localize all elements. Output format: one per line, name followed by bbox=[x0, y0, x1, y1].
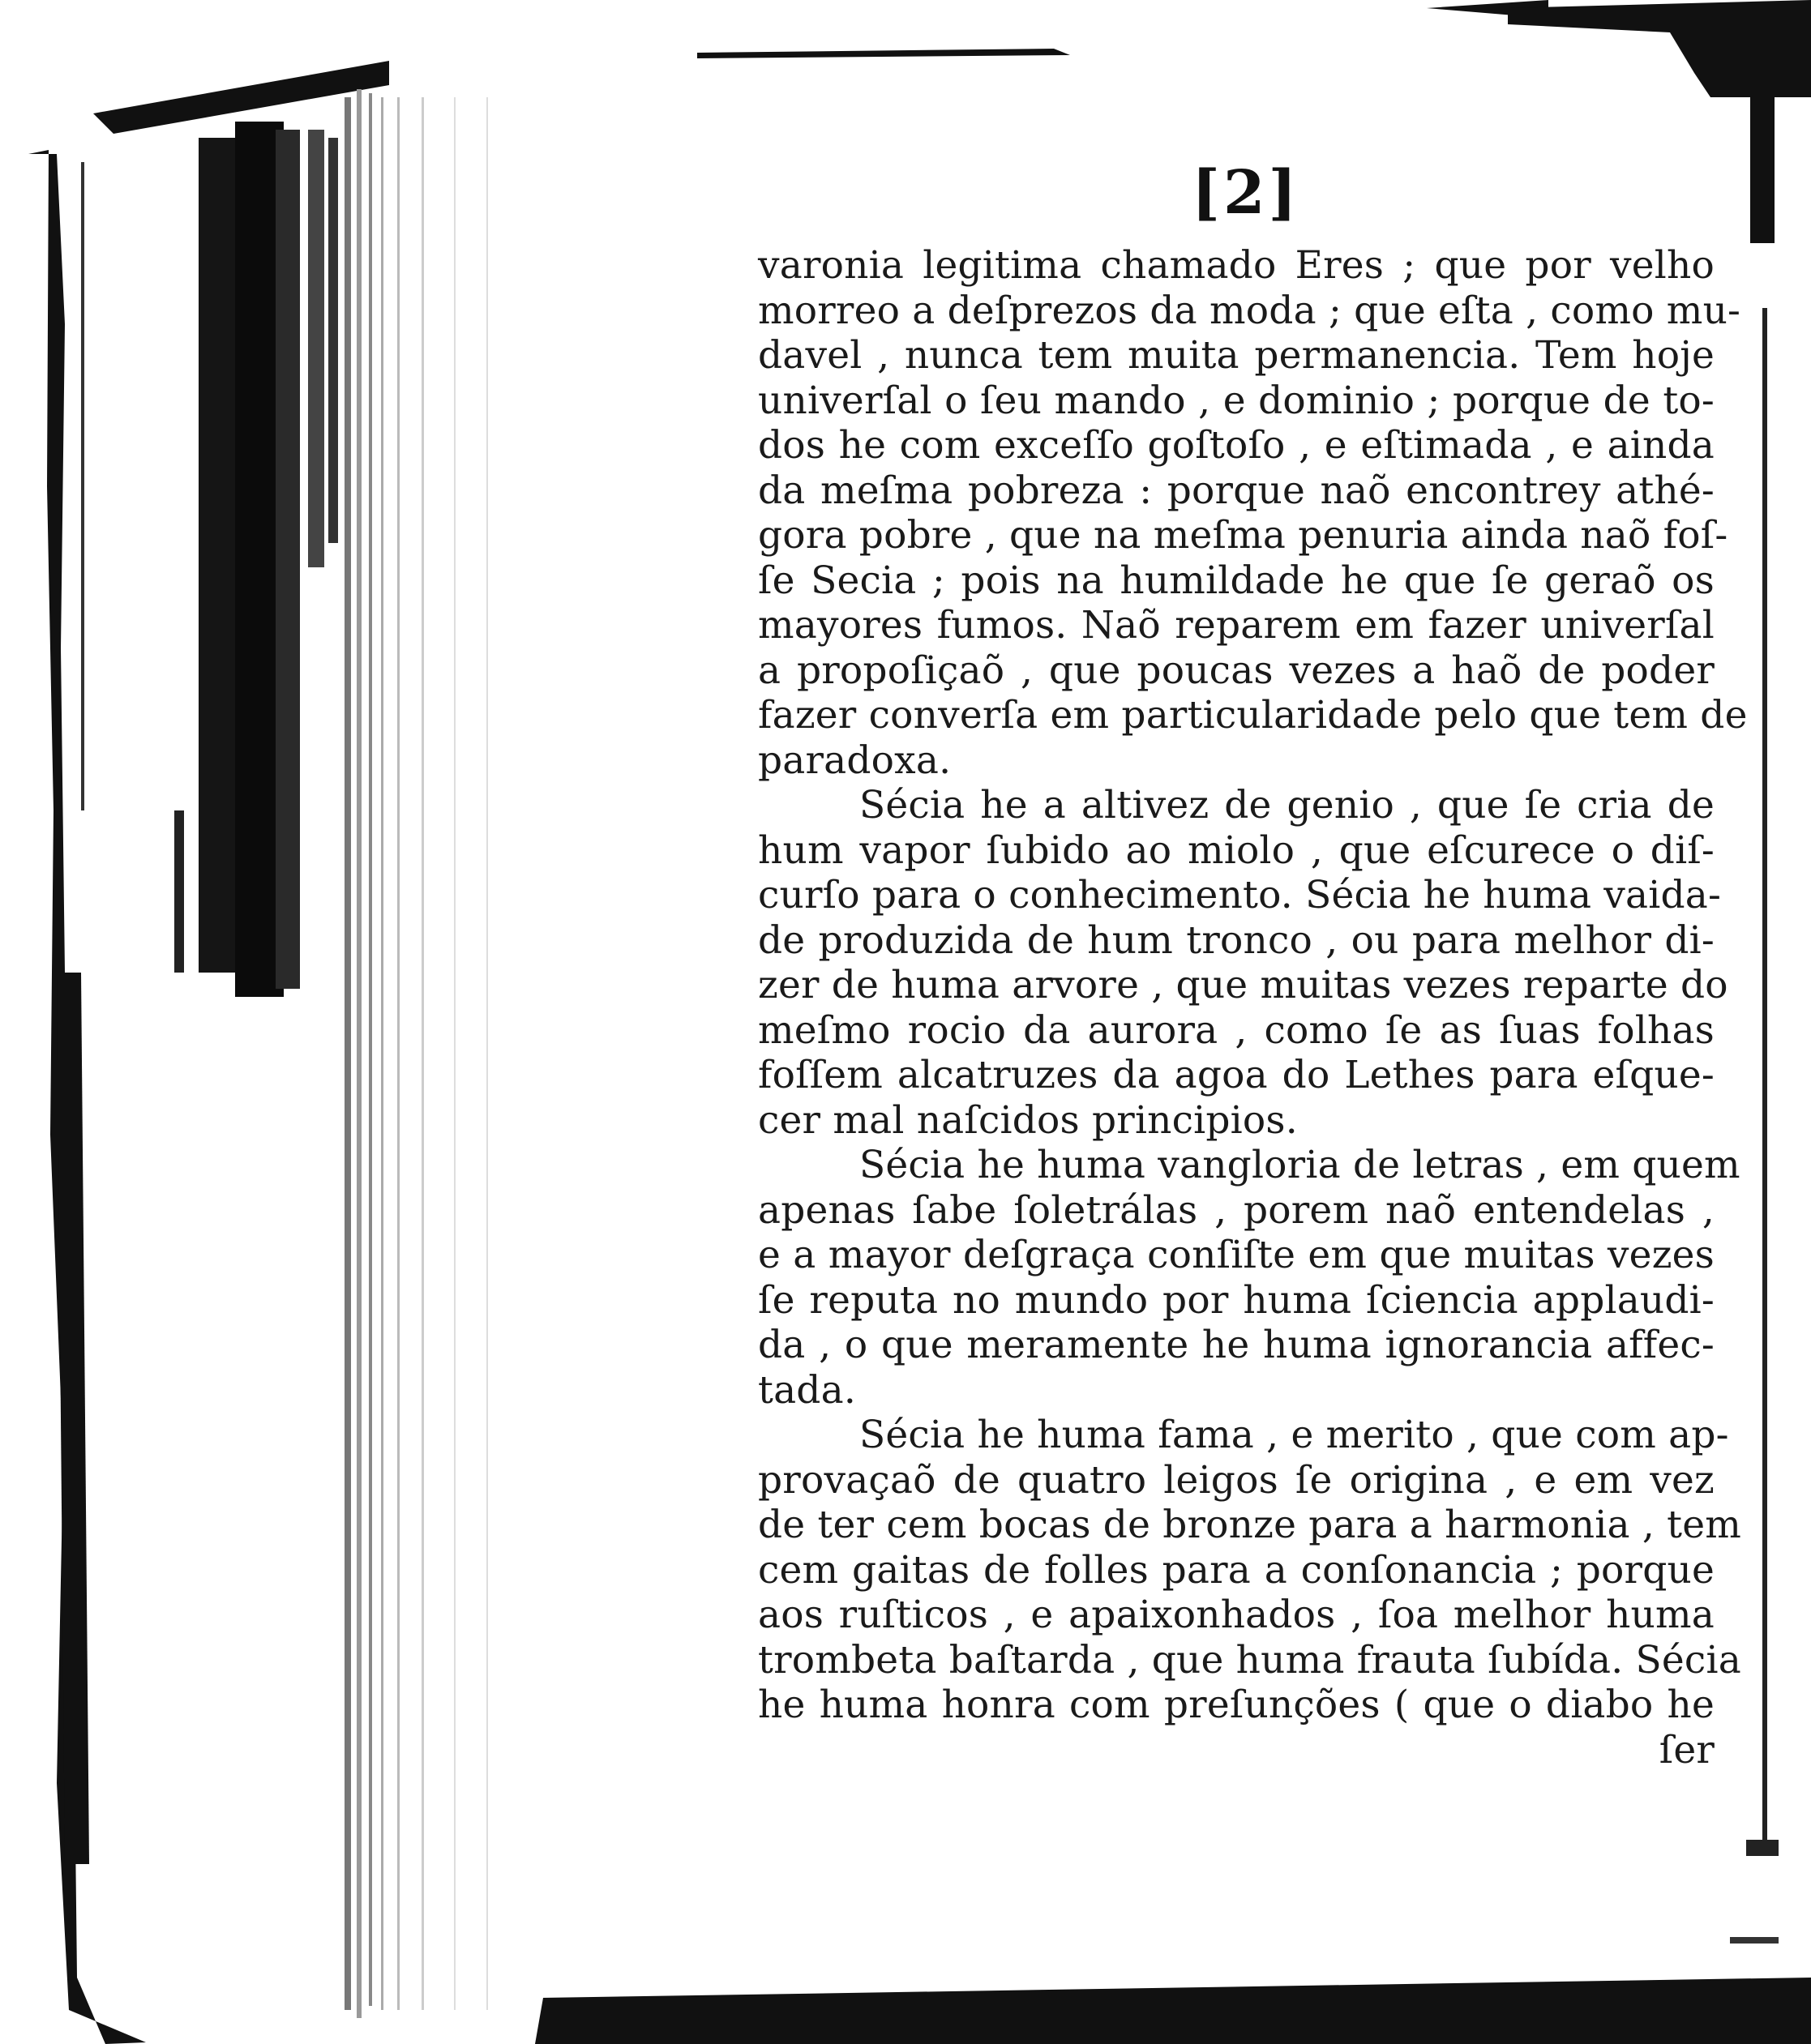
text-line: varonia legitima chamado Eres ; que por velho bbox=[758, 243, 1715, 288]
text-line: tada. bbox=[758, 1367, 856, 1413]
text-line: foſſem alcatruzes da agoa do Lethes para eſque- bbox=[758, 1053, 1715, 1097]
text-line: cem gaitas de folles para a conſonancia ; porque bbox=[758, 1547, 1715, 1593]
text-line: de produzida de hum tronco , ou para melhor di- bbox=[758, 917, 1715, 963]
text-line: zer de huma arvore , que muitas vezes reparte do bbox=[758, 963, 1728, 1007]
text-line: meſmo rocio da aurora , como ſe as ſuas folhas bbox=[758, 1007, 1715, 1053]
body-text bbox=[758, 243, 1748, 1772]
text-line: morreo a deſprezos da moda ; que eſta , como mu- bbox=[758, 288, 1741, 333]
text-line: apenas ſabe ſoletrálas , porem naõ entendelas , bbox=[758, 1187, 1715, 1233]
text-line: ſe Secia ; pois na humildade he que ſe geraõ os bbox=[758, 558, 1715, 603]
paragraph-1 bbox=[758, 243, 1748, 783]
text-line: Sécia he huma fama , e merito , que com ap- bbox=[859, 1413, 1729, 1457]
page-number: [2] bbox=[1192, 158, 1300, 228]
text-line: paradoxa. bbox=[758, 738, 952, 783]
catchword: ſer bbox=[1659, 1727, 1715, 1772]
paragraph-4 bbox=[758, 1413, 1741, 1772]
text-line: hum vapor ſubido ao miolo , que eſcurece o diſ- bbox=[758, 827, 1715, 873]
text-line: Sécia he huma vangloria de letras , em quem bbox=[859, 1143, 1740, 1187]
text-line: ſe reputa no mundo por huma ſciencia applaudi- bbox=[758, 1277, 1715, 1323]
paragraph-3 bbox=[758, 1143, 1740, 1413]
text-line: univerſal o ſeu mando , e dominio ; porque de to- bbox=[758, 378, 1715, 423]
text-line: da meſma pobreza : porque naõ encontrey athé- bbox=[758, 468, 1715, 513]
page-bottom-edge bbox=[535, 1978, 1811, 2044]
text-line: aos ruſticos , e apaixonhados , ſoa melhor huma bbox=[758, 1593, 1715, 1637]
text-line: gora pobre , que na meſma penuria ainda naõ foſ- bbox=[758, 513, 1728, 558]
text-line: curſo para o conhecimento. Sécia he huma vaida- bbox=[758, 873, 1722, 917]
text-line: davel , nunca tem muita permanencia. Tem hoje bbox=[758, 333, 1715, 378]
text-line: trombeta baſtarda , que huma frauta ſubída. Sécia bbox=[758, 1637, 1741, 1683]
text-line: fazer converſa em particularidade pelo que tem de bbox=[758, 693, 1748, 738]
text-line: cer mal naſcidos principios. bbox=[758, 1097, 1298, 1143]
text-line: Sécia he a altivez de genio , que ſe cria de bbox=[859, 783, 1715, 827]
text-line: a propoſiçaõ , que poucas vezes a haõ de poder bbox=[758, 648, 1715, 693]
text-line: dos he com exceſſo goſtoſo , e eſtimada , e ainda bbox=[758, 423, 1715, 468]
text-line: he huma honra com preſunções ( que o diabo he bbox=[758, 1683, 1715, 1727]
page-top-edge bbox=[649, 0, 1811, 97]
text-line: mayores fumos. Naõ reparem em fazer univerſal bbox=[758, 603, 1715, 648]
text-line: e a mayor deſgraça conſiſte em que muitas vezes bbox=[758, 1233, 1715, 1277]
text-line: de ter cem bocas de bronze para a harmonia , tem bbox=[758, 1503, 1741, 1547]
book-binding-edge bbox=[0, 0, 535, 2044]
paragraph-2 bbox=[758, 783, 1728, 1143]
text-line: da , o que meramente he huma ignorancia affec- bbox=[758, 1323, 1715, 1367]
text-line: provaçaõ de quatro leigos ſe origina , e em vez bbox=[758, 1457, 1715, 1503]
